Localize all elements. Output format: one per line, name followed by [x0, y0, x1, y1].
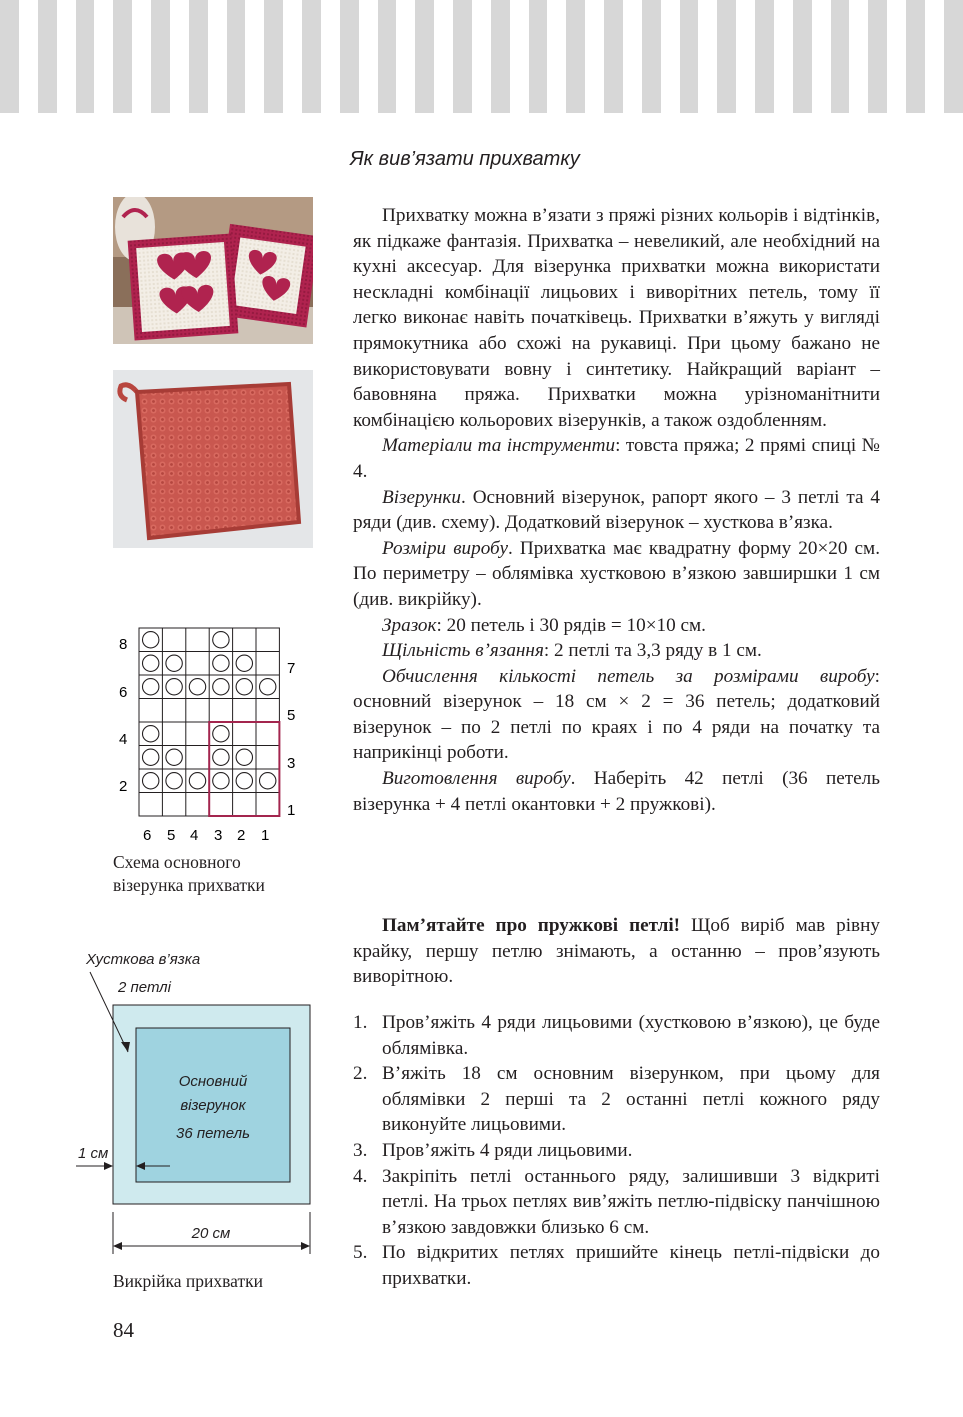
col-label-1: 1 [261, 827, 270, 844]
col-label-2: 2 [237, 827, 246, 844]
col-label-6: 6 [143, 827, 152, 844]
list-item: 4. Закріпіть петлі останнього ряду, залишивши 3 відкриті петлі. На трьох петлях вив’яжіть петлю-підвіску панчішною в’язкою завдовжки близько 6 см. [353, 1165, 880, 1238]
pattern-diagram [70, 942, 330, 1267]
intro-text: Прихватку можна в’язати з пряжі різних кольорів і відтінків, як підкаже фантазія. Прихватка – невеликий, але необхідний на кухні аксесуар. Для візерунка прихватки можна використати нескладні комбінації лицьових і виворітних петель, тому її легко виконає навіть початківець. Прихватки в’яжуть у вигляді прямокутника або схожі на рукавиці. При цьому бажано не використовувати вовну і синтетику. Найкращий варіант – бавовняна пряжа. Прихватки можна урізноманітнити комбінацією кольорових візерунків, а також оздобленням. Матеріали та інструменти: товста пряжа; 2 прямі спиці № 4. Візерунки. Основний візерунок, рапорт якого – 3 петлі та 4 ряди (див. схему). Додатковий візерунок – хусткова в’язка. Розміри виробу. Прихватка має квадратну форму 20×20 см. По периметру – облямівка хустковою в’язкою завширшки 1 см (див. викрійку). Зразок: 20 петель і 30 рядів = 10×10 см. Щільність в’язання: 2 петлі та 3,3 ряду в 1 см. Обчислення кількості петель за розмірами виробу: основний візерунок – 18 см × 2 = 36 петель; додатковий візерунок – по 2 петлі по краях і по 4 ряди на початку та наприкінці роботи. Виготовлення виробу. Наберіть 42 петлі (36 петель візерунка + 4 петлі окантовки + 2 пружкові). [353, 203, 880, 817]
loops-label: 2 петлі [118, 979, 171, 996]
pattern-caption: Викрійка прихватки [113, 1271, 263, 1291]
row-label-6: 6 [119, 684, 128, 701]
spec-calc: Обчислення кількості петель за розмірами виробу: основний візерунок – 18 см × 2 = 36 петель; додатковий візерунок – по 2 петлі по краях і по 4 ряди на початку та наприкінці роботи. [353, 665, 880, 764]
main-label-2: візерунок [180, 1097, 246, 1114]
row-label-5: 5 [287, 707, 296, 724]
section-title: Як вив’язати прихватку [350, 148, 580, 170]
steps-list [353, 1010, 880, 1292]
spec-materials: Матеріали та інструменти: товста пряжа; 2 прямі спиці № 4. [353, 435, 880, 482]
row-label-1: 1 [287, 802, 296, 819]
col-label-3: 3 [214, 827, 223, 844]
tip-text: Пам’ятайте про пружкові петлі! Щоб виріб мав рівну крайку, першу петлю знімають, а останню – пров’язують виворітною. [353, 915, 880, 988]
header-stripes [0, 0, 963, 113]
edge-label: 1 см [78, 1145, 109, 1162]
list-item: 1. Пров’яжіть 4 ряди лицьовими (хустковою в’язкою), це буде облямівка. [353, 1012, 880, 1059]
spec-density: Щільність в’язання: 2 петлі та 3,3 ряду в 1 см. [382, 640, 762, 662]
spec-making: Виготовлення виробу. Наберіть 42 петлі (36 петель візерунка + 4 петлі окантовки + 2 пружкові). [353, 768, 881, 815]
spec-size: Розміри виробу. Прихватка має квадратну форму 20×20 см. По периметру – облямівка хустковою в’язкою завширшки 1 см (див. викрійку). [353, 537, 881, 610]
garter-label: Хусткова в’язка [86, 951, 201, 968]
knitting-chart [113, 622, 313, 853]
col-label-4: 4 [190, 827, 199, 844]
main-label-1: Основний [178, 1073, 248, 1090]
row-label-2: 2 [119, 778, 128, 795]
main-label-3: 36 петель [176, 1125, 250, 1142]
photo-red-potholder [113, 370, 313, 548]
row-label-8: 8 [119, 636, 128, 653]
chart-caption: Схема основного візерунка прихватки [113, 852, 265, 895]
page-number: 84 [113, 1318, 134, 1342]
photo-heart-potholders [113, 197, 313, 344]
list-item: 3. Пров’яжіть 4 ряди лицьовими. [353, 1139, 633, 1161]
spec-patterns: Візерунки. Основний візерунок, рапорт якого – 3 петлі та 4 ряди (див. схему). Додатковий візерунок – хусткова в’язка. [353, 486, 880, 534]
row-label-4: 4 [119, 731, 128, 748]
spec-sample: Зразок: 20 петель і 30 рядів = 10×10 см. [382, 614, 706, 636]
width-label: 20 см [191, 1225, 231, 1242]
row-label-3: 3 [287, 755, 296, 772]
row-label-7: 7 [287, 660, 296, 677]
list-item: 2. В’яжіть 18 см основним візерунком, при цьому для облямівки 2 перші та 2 останні петлі кожного ряду виконуйте лицьовими. [353, 1063, 880, 1136]
col-label-5: 5 [167, 827, 176, 844]
list-item: 5. По відкритих петлях пришийте кінець петлі-підвіски до прихватки. [353, 1242, 880, 1289]
